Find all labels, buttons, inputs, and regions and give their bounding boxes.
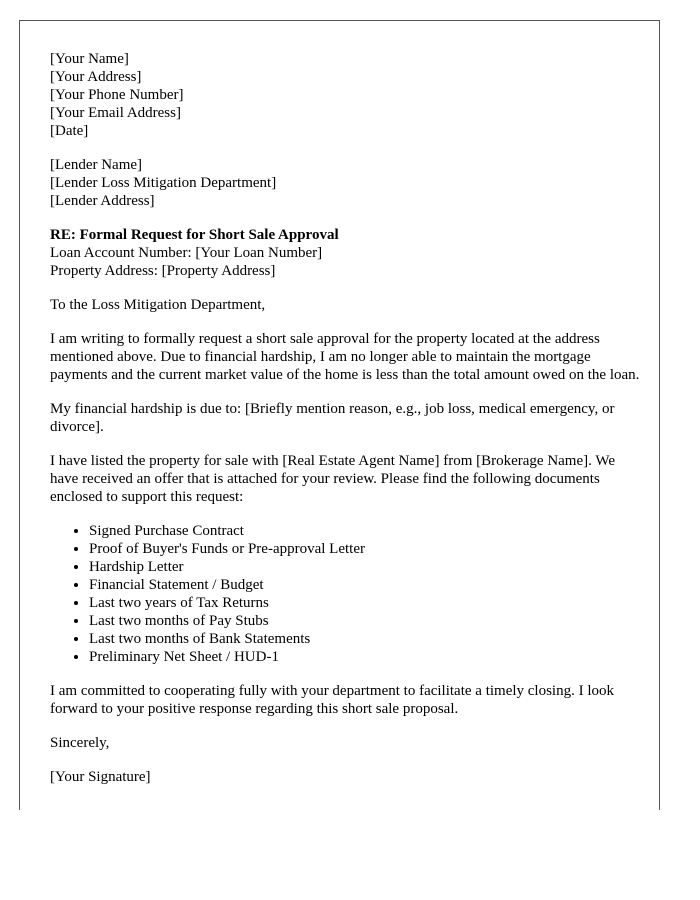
subject-line: RE: Formal Request for Short Sale Approval <box>50 227 339 243</box>
documents-list <box>50 522 640 666</box>
sender-address: [Your Address] <box>50 69 142 85</box>
sender-block <box>50 50 640 140</box>
lender-block <box>50 156 640 210</box>
listing-paragraph: I have listed the property for sale with [Real Estate Agent Name] from [Brokerage Name]. We have received an offer that is attached for your review. Please find the following documents enclosed to support this request: <box>50 453 615 505</box>
lender-address: [Lender Address] <box>50 193 155 209</box>
list-item: • Preliminary Net Sheet / HUD-1 <box>89 648 640 666</box>
sender-name: [Your Name] <box>50 51 129 67</box>
list-item: • Last two years of Tax Returns <box>89 594 640 612</box>
list-item: • Last two months of Bank Statements <box>89 630 640 648</box>
list-item: • Hardship Letter <box>89 558 640 576</box>
property-address: Property Address: [Property Address] <box>50 263 276 279</box>
subject-block <box>50 226 640 280</box>
closing-paragraph: I am committed to cooperating fully with your department to facilitate a timely closing. I look forward to your positive response regarding this short sale proposal. <box>50 683 615 717</box>
list-item: • Last two months of Pay Stubs <box>89 612 640 630</box>
lender-department: [Lender Loss Mitigation Department] <box>50 175 277 191</box>
list-item: • Financial Statement / Budget <box>89 576 640 594</box>
hardship-paragraph: My financial hardship is due to: [Briefly mention reason, e.g., job loss, medical emergency, or divorce]. <box>50 401 615 435</box>
sender-phone: [Your Phone Number] <box>50 87 184 103</box>
intro-paragraph: I am writing to formally request a short sale approval for the property located at the address mentioned above. Due to financial hardship, I am no longer able to maintain the mortgage payments and the current market value of the home is less than the total amount owed on the loan. <box>50 331 640 383</box>
signoff: Sincerely, <box>50 735 110 751</box>
list-item: • Proof of Buyer's Funds or Pre-approval Letter <box>89 540 640 558</box>
salutation: To the Loss Mitigation Department, <box>50 297 266 313</box>
letter-body <box>50 50 640 802</box>
signature-line: [Your Signature] <box>50 769 151 785</box>
lender-name: [Lender Name] <box>50 157 143 173</box>
loan-account-number: Loan Account Number: [Your Loan Number] <box>50 245 323 261</box>
letter-page <box>19 20 660 810</box>
letter-date: [Date] <box>50 123 89 139</box>
sender-email: [Your Email Address] <box>50 105 181 121</box>
list-item: • Signed Purchase Contract <box>89 522 640 540</box>
